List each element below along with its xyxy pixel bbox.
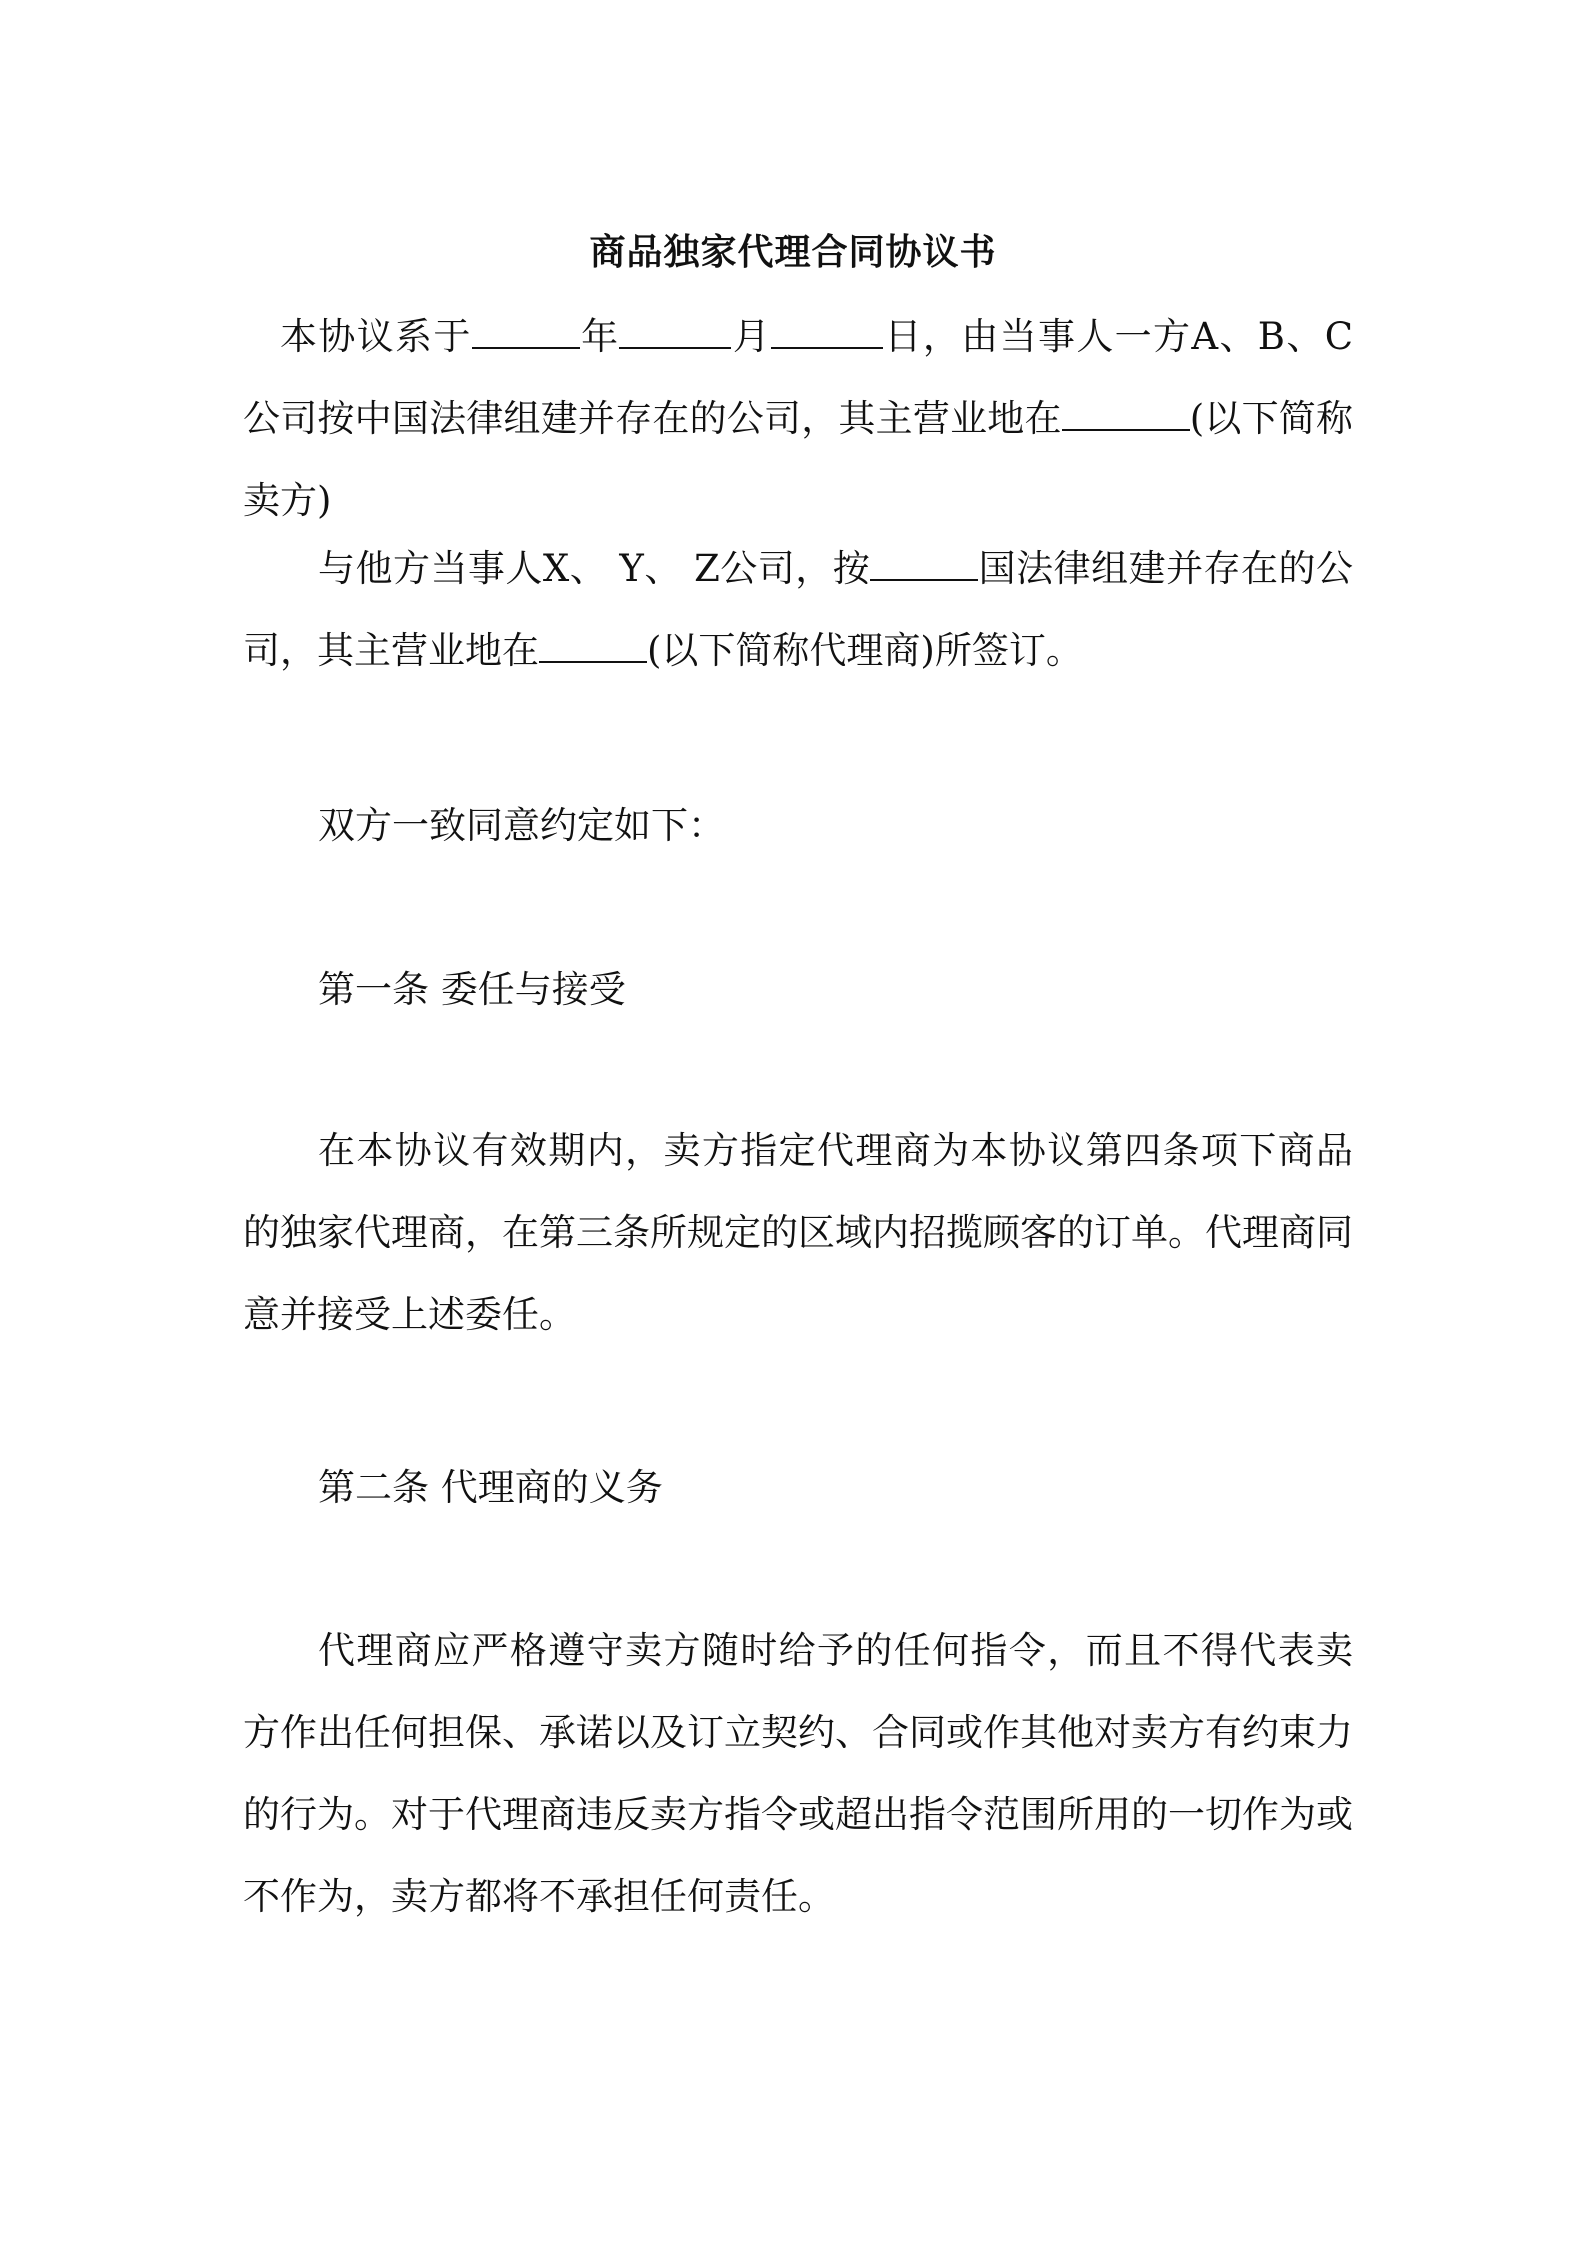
agent-address-blank [539,627,647,663]
year-blank [472,313,580,349]
preamble-seller-label: (以下简称卖方) [243,397,1354,522]
preamble-year-label: 年 [579,315,620,358]
country-blank [870,545,978,581]
preamble-paragraph-2 [243,528,1353,692]
preamble-agent-label: (以下简称代理商)所签订。 [647,629,1083,672]
preamble-text-b: 日，由当事人一方A、B、C公司按中国法律组建并存在的公司，其主营业地在 [243,315,1354,440]
preamble-agent-text-a: 与他方当事人X、 Y、 Z公司，按 [318,547,871,590]
document-title: 商品独家代理合同协议书 [589,231,997,273]
month-blank [619,313,731,349]
preamble-month-label: 月 [731,315,772,358]
article-2-body: 代理商应严格遵守卖方随时给予的任何指令，而且不得代表卖方作出任何担保、承诺以及订立契约、合同或作其他对卖方有约束力的行为。对于代理商违反卖方指令或超出指令范围所用的一切作为或不作为，卖方都将不承担任何责任。 [243,1629,1353,1918]
article-2-heading: 第二条 代理商的义务 [318,1466,663,1509]
preamble-agent-text-b: 国法律组建并存在的公司，其主营业地在 [243,547,1354,672]
day-blank [771,313,883,349]
article-1-body: 在本协议有效期内，卖方指定代理商为本协议第四条项下商品的独家代理商，在第三条所规定的区域内招揽顾客的订单。代理商同意并接受上述委任。 [243,1129,1353,1336]
preamble-text-a: 本协议系于 [280,315,472,358]
article-1-heading: 第一条 委任与接受 [318,968,626,1011]
agreement-intro: 双方一致同意约定如下： [318,804,725,847]
seller-address-blank [1062,395,1190,431]
preamble-paragraph-1 [243,296,1353,542]
